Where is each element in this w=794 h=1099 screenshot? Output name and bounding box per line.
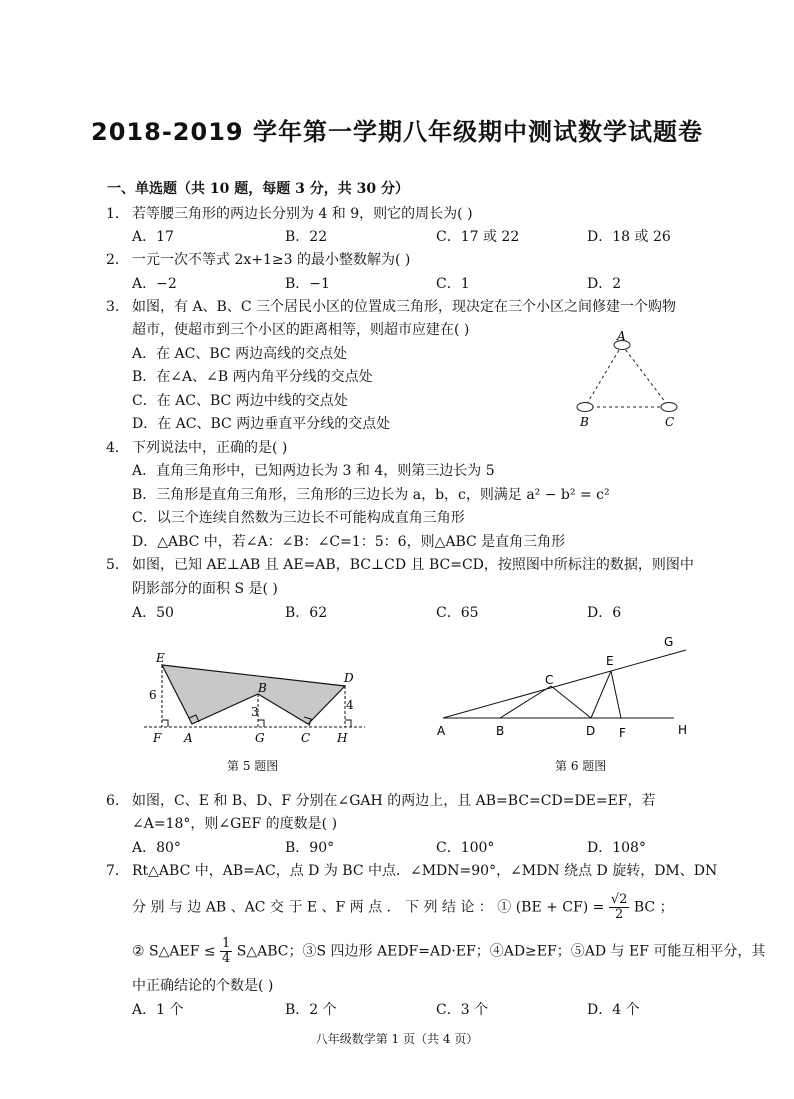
q1-option-d[interactable]: D．18 或 26 bbox=[587, 229, 671, 245]
q3-label-a: A bbox=[617, 329, 626, 343]
q6-option-a[interactable]: A．80° bbox=[132, 840, 181, 856]
q7-number: 7． bbox=[106, 863, 129, 879]
q7-frac1-numerator: √2 bbox=[610, 892, 628, 907]
q7-stem-line2-tail: BC ； bbox=[633, 899, 674, 916]
fig5-number-3: 3 bbox=[251, 705, 259, 719]
q7-stem-line2-text: 分 别 与 边 AB 、AC 交 于 E 、F 两 点 ． 下 列 结 论 ： ① (BE + CF) = bbox=[132, 899, 605, 916]
page-title: 2018-2019 学年第一学期八年级期中测试数学试题卷 bbox=[91, 118, 703, 146]
q7-stem-line3-tail: S△ABC；③S 四边形 AEDF=AD·EF；④AD≥EF；⑤AD 与 EF 可能互相平分，其 bbox=[236, 943, 766, 960]
q3-edge-ac bbox=[622, 345, 669, 407]
q2-option-d[interactable]: D．2 bbox=[587, 276, 622, 292]
fig5-label-f: F bbox=[153, 731, 162, 745]
fig5-label-g: G bbox=[255, 731, 265, 745]
q7-frac2-denominator: 4 bbox=[222, 951, 231, 966]
q5-option-a[interactable]: A．50 bbox=[132, 605, 174, 621]
fig6-label-c: C bbox=[545, 673, 554, 687]
q7-fraction-one-quarter bbox=[220, 937, 232, 966]
q1-option-b[interactable]: B．22 bbox=[285, 229, 328, 245]
fig5-caption: 第 5 题图 bbox=[227, 759, 279, 773]
q7-stem-line1: Rt△ABC 中，AB=AC，点 D 为 BC 中点．∠MDN=90°，∠MDN 绕点 D 旋转，DM、DN bbox=[132, 863, 718, 879]
page-footer: 八年级数学第 1 页（共 4 页） bbox=[315, 1032, 479, 1046]
fig6-label-h: H bbox=[678, 723, 688, 737]
fig6-segment-ef bbox=[611, 671, 621, 718]
q1-option-c[interactable]: C．17 或 22 bbox=[436, 229, 520, 245]
q3-stem-line2: 超市，使超市到三个小区的距离相等，则超市应建在( ) bbox=[132, 322, 470, 338]
q3-option-a[interactable]: A．在 AC、BC 两边高线的交点处 bbox=[132, 346, 348, 362]
q5-number: 5． bbox=[106, 557, 129, 573]
q3-node-b bbox=[577, 403, 593, 412]
q3-node-c bbox=[661, 403, 677, 412]
q6-option-d[interactable]: D．108° bbox=[587, 840, 646, 856]
fig5-label-h: H bbox=[337, 731, 348, 745]
q6-number: 6． bbox=[106, 793, 129, 809]
q3-edge-ab bbox=[585, 345, 622, 407]
fig5-label-b: B bbox=[258, 681, 267, 695]
fig5-right-angle-g bbox=[258, 720, 264, 727]
q6-stem-line1: 如图，C、E 和 B、D、F 分别在∠GAH 的两边上，且 AB=BC=CD=DE=EF，若 bbox=[132, 793, 656, 809]
q5-option-b[interactable]: B．62 bbox=[285, 605, 328, 621]
q4-option-b[interactable]: B．三角形是直角三角形，三角形的三边长为 a，b，c，则满足 a² − b² = c² bbox=[132, 487, 610, 503]
q7-option-b[interactable]: B．2 个 bbox=[285, 1002, 337, 1018]
q1-stem: 若等腰三角形的两边长分别为 4 和 9，则它的周长为( ) bbox=[132, 206, 473, 222]
fig5-diagram bbox=[140, 648, 375, 748]
q7-stem-line4: 中正确结论的个数是( ) bbox=[132, 978, 274, 994]
q6-option-b[interactable]: B．90° bbox=[285, 840, 335, 856]
q7-frac2-numerator: 1 bbox=[222, 936, 231, 951]
fig6-label-a: A bbox=[437, 724, 446, 738]
fig6-label-f: F bbox=[619, 726, 626, 740]
q2-stem: 一元一次不等式 2x+1≥3 的最小整数解为( ) bbox=[132, 252, 411, 268]
q3-label-b: B bbox=[580, 415, 589, 429]
section-heading: 一、单选题（共 10 题，每题 3 分，共 30 分） bbox=[107, 181, 409, 197]
q1-option-a[interactable]: A．17 bbox=[132, 229, 174, 245]
fig6-label-e: E bbox=[606, 654, 614, 668]
q4-number: 4． bbox=[106, 440, 129, 456]
fig6-ray-ag bbox=[443, 650, 686, 718]
q2-option-b[interactable]: B．−1 bbox=[285, 276, 330, 292]
q4-option-d[interactable]: D．△ABC 中，若∠A：∠B：∠C=1：5：6，则△ABC 是直角三角形 bbox=[132, 534, 566, 550]
fig6-label-g: G bbox=[664, 635, 674, 649]
fig5-number-6: 6 bbox=[149, 688, 157, 702]
fig5-label-c: C bbox=[301, 731, 311, 745]
q5-stem-line2: 阴影部分的面积 S 是( ) bbox=[132, 581, 278, 597]
q5-stem-line1: 如图，已知 AE⊥AB 且 AE=AB，BC⊥CD 且 BC=CD，按照图中所标注的数据，则图中 bbox=[132, 557, 694, 573]
q5-option-c[interactable]: C．65 bbox=[436, 605, 479, 621]
q3-option-b[interactable]: B．在∠A、∠B 两内角平分线的交点处 bbox=[132, 369, 373, 385]
q5-option-d[interactable]: D．6 bbox=[587, 605, 622, 621]
q3-number: 3． bbox=[106, 299, 129, 315]
fig5-right-angle-f bbox=[162, 720, 168, 727]
q7-frac1-denominator: 2 bbox=[614, 907, 624, 922]
q1-number: 1． bbox=[106, 206, 129, 222]
q3-option-c[interactable]: C．在 AC、BC 两边中线的交点处 bbox=[132, 393, 348, 409]
fig6-label-d: D bbox=[586, 724, 596, 738]
q2-option-a[interactable]: A．−2 bbox=[132, 276, 177, 292]
q4-stem: 下列说法中，正确的是( ) bbox=[132, 440, 288, 456]
fig6-caption: 第 6 题图 bbox=[555, 759, 607, 773]
q2-number: 2． bbox=[106, 252, 129, 268]
fig5-label-e: E bbox=[156, 651, 165, 665]
fig5-label-a: A bbox=[184, 731, 193, 745]
fig6-segment-bc bbox=[500, 686, 551, 718]
q7-option-a[interactable]: A．1 个 bbox=[132, 1002, 184, 1018]
q4-option-c[interactable]: C．以三个连续自然数为三边长不可能构成直角三角形 bbox=[132, 510, 465, 526]
q7-fraction-sqrt2-over-2 bbox=[609, 893, 630, 922]
q3-label-c: C bbox=[665, 415, 675, 429]
q3-stem-line1: 如图，有 A、B、C 三个居民小区的位置成三角形，现决定在三个小区之间修建一个购物 bbox=[132, 299, 677, 315]
fig6-label-b: B bbox=[496, 724, 505, 738]
q7-stem-line3-text: ② S△AEF ≤ bbox=[132, 943, 216, 960]
q7-stem-line2 bbox=[132, 893, 674, 922]
q2-option-c[interactable]: C．1 bbox=[436, 276, 470, 292]
fig6-segment-cd bbox=[551, 686, 591, 718]
fig5-label-d: D bbox=[344, 671, 354, 685]
q4-option-a[interactable]: A．直角三角形中，已知两边长为 3 和 4，则第三边长为 5 bbox=[132, 463, 495, 479]
fig6-segment-de bbox=[591, 671, 611, 718]
q3-option-d[interactable]: D．在 AC、BC 两边垂直平分线的交点处 bbox=[132, 416, 391, 432]
fig6-diagram bbox=[434, 630, 694, 742]
q3-triangle-figure bbox=[570, 328, 690, 430]
fig5-number-4: 4 bbox=[346, 698, 354, 712]
q7-stem-line3 bbox=[132, 937, 765, 966]
fig5-right-angle-h bbox=[345, 720, 351, 727]
q7-option-d[interactable]: D．4 个 bbox=[587, 1002, 640, 1018]
q7-option-c[interactable]: C．3 个 bbox=[436, 1002, 489, 1018]
q6-option-c[interactable]: C．100° bbox=[436, 840, 495, 856]
q6-stem-line2: ∠A=18°，则∠GEF 的度数是( ) bbox=[132, 816, 338, 832]
